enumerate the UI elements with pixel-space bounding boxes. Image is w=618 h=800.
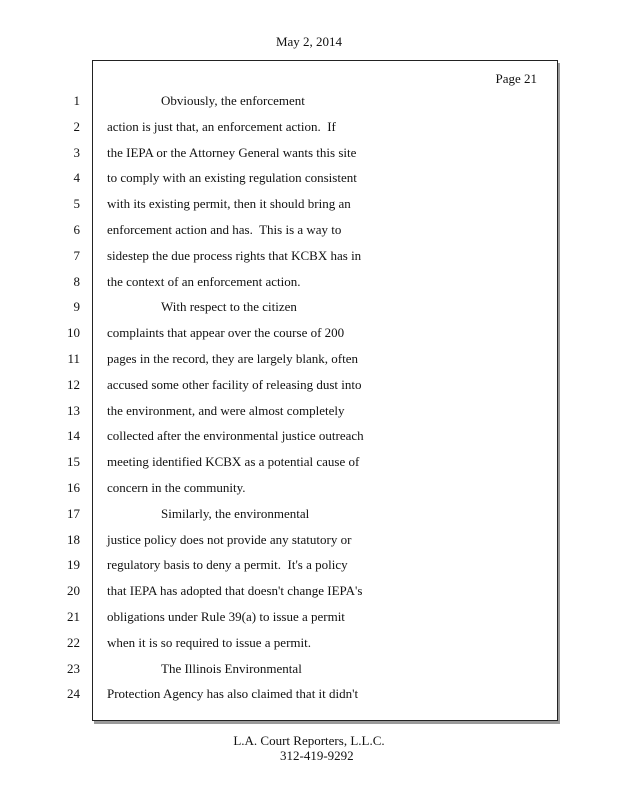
- line-number: 9: [73, 299, 80, 315]
- line-number: 20: [67, 583, 80, 599]
- line-number: 10: [67, 325, 80, 341]
- line-number: 16: [67, 480, 80, 495]
- transcript-line: [0, 685, 618, 703]
- line-number: 14: [67, 428, 80, 444]
- transcript-line: [0, 531, 618, 549]
- line-text: sidestep the due process rights that KCBX has in: [107, 247, 362, 263]
- transcript-line: [0, 324, 618, 342]
- line-text: complaints that appear over the course of 200: [107, 325, 345, 341]
- transcript-line: [0, 479, 618, 497]
- line-text: collected after the environmental justice outreach: [107, 428, 364, 444]
- footer-phone: 312-419-9292: [280, 748, 354, 763]
- line-number: 22: [67, 634, 80, 650]
- transcript-line: [0, 298, 618, 316]
- line-text: when it is so required to issue a permit.: [107, 634, 311, 650]
- line-text: Similarly, the environmental: [161, 505, 310, 521]
- transcript-line: [0, 169, 618, 187]
- line-text: the IEPA or the Attorney General wants this site: [107, 144, 357, 160]
- line-number: 7: [73, 247, 80, 263]
- line-number: 8: [73, 273, 80, 289]
- transcript-line: [0, 195, 618, 213]
- line-text: accused some other facility of releasing dust into: [107, 376, 362, 392]
- transcript-line: [0, 273, 618, 291]
- transcript-line: [0, 634, 618, 652]
- transcript-line: [0, 660, 618, 678]
- line-text: obligations under Rule 39(a) to issue a permit: [107, 609, 345, 624]
- transcript-line: [0, 453, 618, 471]
- line-number: 4: [73, 170, 80, 186]
- footer-company: L.A. Court Reporters, L.L.C.: [233, 733, 385, 748]
- line-text: the environment, and were almost completely: [107, 402, 345, 418]
- transcript-line: [0, 582, 618, 600]
- line-text: regulatory basis to deny a permit. It's a policy: [107, 557, 348, 573]
- line-number: 18: [67, 531, 80, 547]
- line-number: 11: [67, 351, 80, 366]
- transcript-line: [0, 144, 618, 162]
- transcript-line: [0, 92, 618, 110]
- line-number: 2: [73, 118, 80, 134]
- line-text: justice policy does not provide any statutory or: [107, 531, 352, 547]
- line-number: 6: [73, 222, 80, 237]
- line-number: 23: [67, 660, 80, 676]
- transcript-line: [0, 427, 618, 445]
- transcript-line: [0, 556, 618, 574]
- transcript-line: [0, 505, 618, 523]
- header-date: May 2, 2014: [275, 34, 343, 49]
- line-text: to comply with an existing regulation consistent: [107, 170, 357, 186]
- line-text: pages in the record, they are largely blank, often: [107, 351, 358, 366]
- transcript-line: [0, 350, 618, 368]
- line-text: action is just that, an enforcement action. If: [107, 118, 336, 134]
- page-number: Page 21: [495, 71, 537, 86]
- line-number: 5: [73, 196, 80, 212]
- line-text: that IEPA has adopted that doesn't change IEPA's: [107, 583, 363, 599]
- line-text: With respect to the citizen: [161, 299, 297, 315]
- line-number: 19: [67, 557, 80, 573]
- line-number: 21: [67, 609, 80, 624]
- transcript-line: [0, 402, 618, 420]
- line-text: Protection Agency has also claimed that it didn't: [107, 686, 359, 702]
- line-text: with its existing permit, then it should bring an: [107, 196, 351, 212]
- line-number: 3: [73, 144, 80, 160]
- transcript-line: [0, 247, 618, 265]
- line-number: 12: [67, 376, 80, 392]
- line-text: concern in the community.: [107, 480, 246, 495]
- line-text: The Illinois Environmental: [161, 660, 302, 676]
- line-text: meeting identified KCBX as a potential cause of: [107, 454, 360, 470]
- line-number: 13: [67, 402, 80, 418]
- line-number: 15: [67, 454, 80, 470]
- line-number: 17: [67, 505, 80, 521]
- line-number: 1: [73, 93, 80, 108]
- line-text: enforcement action and has. This is a way to: [107, 222, 342, 237]
- line-text: the context of an enforcement action.: [107, 273, 301, 289]
- transcript-line: [0, 221, 618, 239]
- transcript-line: [0, 118, 618, 136]
- line-number: 24: [67, 686, 80, 702]
- line-text: Obviously, the enforcement: [161, 93, 305, 108]
- transcript-line: [0, 376, 618, 394]
- transcript-line: [0, 608, 618, 626]
